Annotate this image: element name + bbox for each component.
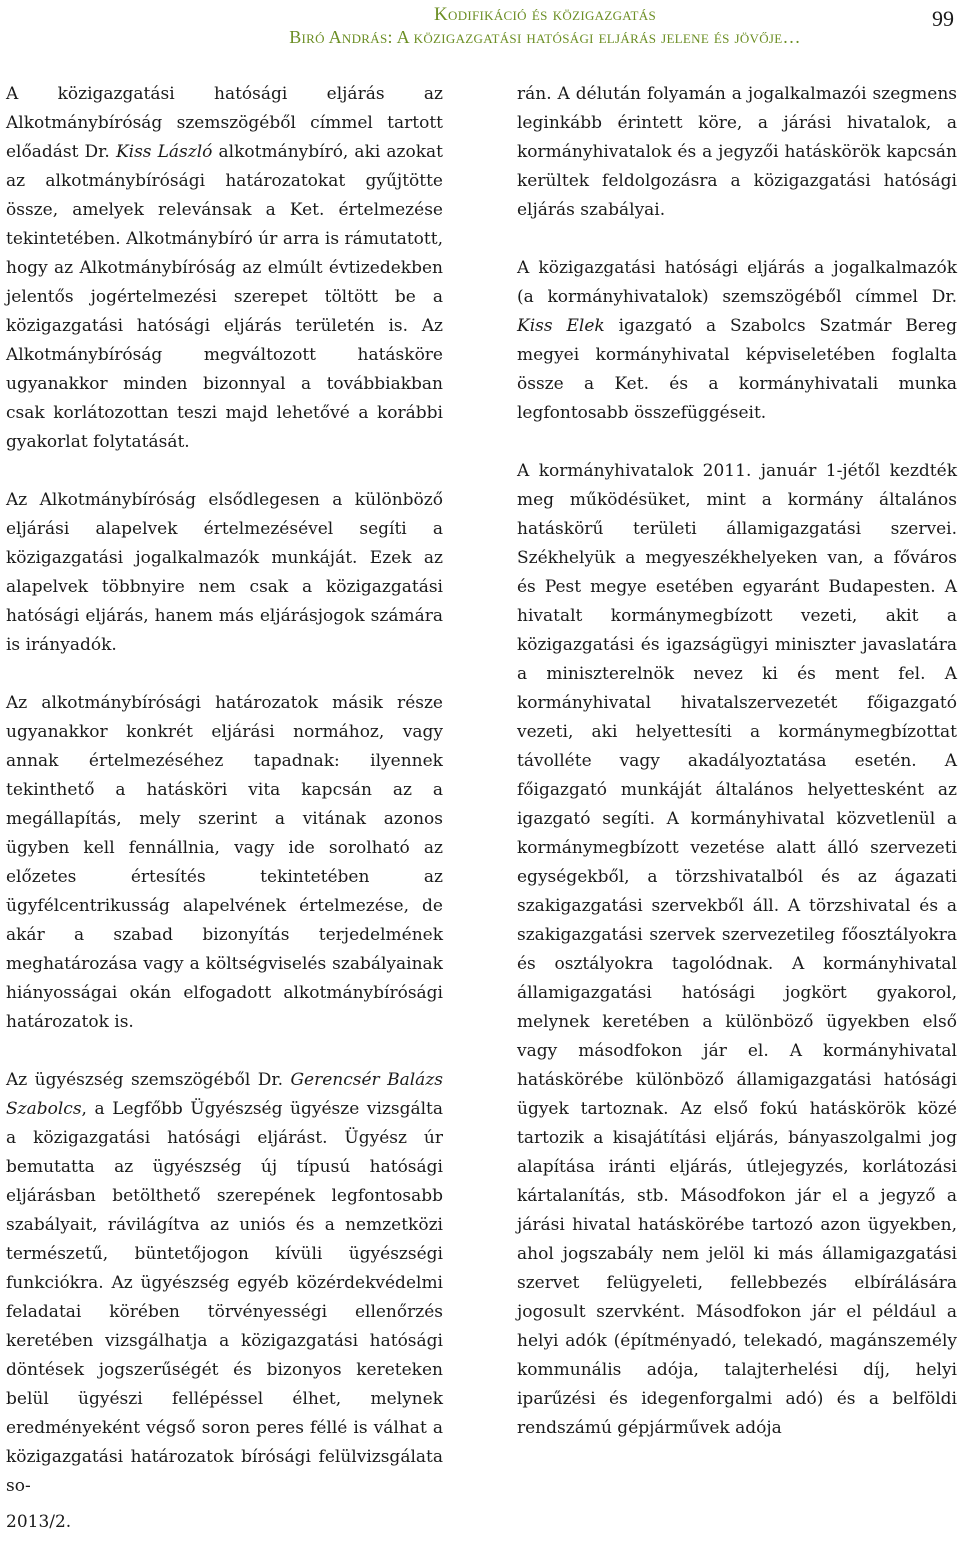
paragraph: A közigazgatási hatósági eljárás a jogalkalmazók (a kormányhivatalok) szemszögéből címmel Dr. Kiss Elek igazgató a Szabolcs Szatmár Bereg megyei kormányhivatal képviseletében foglalta össze a Ket. és a kormányhivatali munka legfontosabb összefüggéseit. — [517, 258, 957, 423]
paragraph: Az alkotmánybírósági határozatok másik része ugyanakkor konkrét eljárási normához, vagy annak értelmezéséhez tapadnak: ilyennek tekinthető a hatásköri vita kapcsán az a megállapítás, mely szerint a vitának azonos ügyben kell fennállnia, vagy ide sorolható az előzetes értesítés tekintetében az ügyfélcentrikusság alapelvének értelmezése, de akár a szabad bizonyítás terjedelmének meghatározása vagy a költségviselés szabályainak hiányosságai okán elfogadott alkotmánybírósági határozatok is. — [6, 693, 443, 1032]
person-name: Gerencsér Balázs Szabolcs — [6, 1070, 443, 1119]
paragraph: A kormányhivatalok 2011. január 1-jétől kezdték meg működésüket, mint a kormány általános hatáskörű területi államigazgatási szervei. Székhelyük a megyeszékhelyeken van, a főváros és Pest megye esetében egyaránt Budapesten. A hivatalt kormánymegbízott vezeti, akit a közigazgatási és igazságügyi miniszter javaslatára a miniszterelnök nevez ki és ment fel. A kormányhivatal hivatalszervezetét főigazgató vezeti, aki helyettesíti a kormánymegbízottat távolléte vagy akadályoztatása esetén. A főigazgató munkáját általános helyettesként az igazgató segíti. A kormányhivatal közvetlenül a kormánymegbízott vezetése alatt álló szervezeti egységekből, a törzshivatalból és az ágazati szakigazgatási szervekből áll. A törzshivatal és a szakigazgatási szervek szervezetileg főosztályokra és osztályokra tagolódnak. A kormányhivatal államigazgatási hatósági jogkört gyakorol, melynek keretében a különböző ügyekben első vagy másodfokon jár el. A kormányhivatal hatáskörébe különböző államigazgatási hatósági ügyek tartoznak. Az első fokú hatáskörök közé tartozik a kisajátítási eljárás, bányaszolgalmi jog alapítása iránti eljárás, útlejegyzés, korlátozási kártalanítás, stb. Másodfokon jár el a jegyző a járási hivatal hatáskörébe tartozó azon ügyekben, ahol jogszabály nem jelöl ki más államigazgatási szervet felügyeleti, fellebbezés elbírálására jogosult szervként. Másodfokon jár el például a helyi adók (építményadó, telekadó, magánszemély kommunális adója, talajterhelési díj, helyi iparűzési és idegenforgalmi adó) és a belföldi rendszámú gépjárművek adója — [517, 461, 957, 1438]
running-header — [150, 4, 940, 48]
paragraph: Az Alkotmánybíróság elsődlegesen a különböző eljárási alapelvek értelmezésével segíti a közigazgatási jogalkalmazók munkáját. Ezek az alapelvek többnyire nem csak a közigazgatási hatósági eljárás, hanem más eljárásjogok számára is irányadók. — [6, 490, 443, 655]
header-journal-title: Kodifikáció és közigazgatás — [434, 4, 656, 25]
paragraph: Az ügyészség szemszögéből Dr. Gerencsér Balázs Szabolcs, a Legfőbb Ügyészség ügyésze vizsgálta a közigazgatási hatósági eljárást. Ügyész úr bemutatta az ügyészség új típusú hatósági eljárásban betölthető szerepének legfontosabb szabályait, rávilágítva az uniós és a nemzetközi természetű, büntetőjogon kívüli ügyészségi funkciókra. Az ügyészség egyéb közérdekvédelmi feladatai körében törvényességi ellenőrzés keretében vizsgálhatja a közigazgatási hatósági döntések jogszerűségét és bizonyos kereteken belül ügyészi fellépéssel élhet, melynek eredményeként végső soron peres féllé is válhat a közigazgatási határozatok bírósági felülvizsgálata so- — [6, 1070, 443, 1496]
page-number: 99 — [932, 6, 954, 31]
person-name: Kiss László — [115, 142, 213, 162]
paragraph: A közigazgatási hatósági eljárás az Alkotmánybíróság szemszögéből címmel tartott előadást Dr. Kiss László alkotmánybíró, aki azokat az alkotmánybírósági határozatokat gyűjtötte össze, amelyek relevánsak a Ket. értelmezése tekintetében. Alkotmánybíró úr arra is rámutatott, hogy az Alkotmánybíróság az elmúlt évtizedekben jelentős jogértelmezési szerepet töltött be a közigazgatási hatósági eljárás területén is. Az Alkotmánybíróság megváltozott hatásköre ugyanakkor minden bizonnyal a továbbiakban csak korlátozottan teszi majd lehetővé a korábbi gyakorlat folytatását. — [6, 84, 443, 452]
paragraph: rán. A délután folyamán a jogalkalmazói szegmens leginkább érintett köre, a járási hivatalok, a kormányhivatalok és a jegyzői hatáskörök kapcsán kerültek feldolgozásra a közigazgatási hatósági eljárás szabályai. — [517, 84, 957, 220]
header-article-title: Biró András: A közigazgatási hatósági eljárás jelene és jövője… — [289, 27, 801, 47]
person-name: Kiss Elek — [517, 316, 605, 336]
left-column — [6, 80, 443, 1501]
issue-number: 2013/2. — [6, 1512, 72, 1532]
right-column — [517, 80, 957, 1443]
